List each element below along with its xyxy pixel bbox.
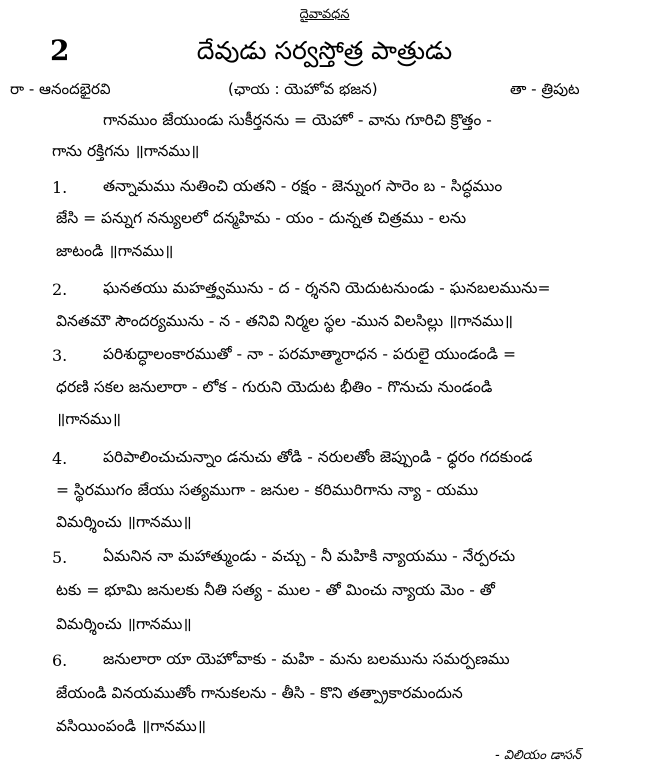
- tala-label: తా - త్రిపుట: [510, 80, 580, 98]
- verse-line: = స్థిరముగం జేయు సత్యముగా - జనుల - కరిమురిగాను న్యా - యము: [56, 481, 479, 499]
- raga-label: రా - ఆనందభైరవి: [10, 80, 111, 98]
- verse-line: పరిపాలించుచున్నాం డనుచు తోడి - నరులతోం జెప్పుండి - ధ్ధరం గదకుండ: [103, 448, 533, 466]
- verse-number: 2.: [52, 280, 68, 299]
- verse-number: 1.: [52, 178, 68, 197]
- verse-line: ఘనతయు మహత్త్వమును - ద - ర్శనని యెదుటనుండు - ఘనబలమును=: [103, 279, 551, 297]
- verse-line: విమర్శించు ॥గానము॥: [56, 615, 192, 633]
- verse-line: పరిశుద్ధాలంకారముతో - నా - పరమాత్మారాధన - పరులై యుండండి =: [103, 345, 516, 363]
- verse-number: 3.: [52, 346, 68, 365]
- verse-line: వసియింపండి ॥గానము॥: [56, 717, 206, 735]
- verse-line: తన్నామము నుతించి యతని - రక్షం - జెన్నుంగ సారెం బ - సిద్ధముం: [103, 177, 503, 195]
- verse-line: జేయండి వినయముతోం గానుకలను - తీసి - కొని తత్ప్రాకారమందున: [56, 684, 463, 702]
- verse-number: 6.: [52, 651, 68, 670]
- verse-line: విమర్శించు ॥గానము॥: [56, 513, 192, 531]
- hymn-title: దేవుడు సర్వస్తోత్ర పాత్రుడు: [196, 36, 453, 65]
- verse-line: ఏమనిన నా మహాత్ముండు - వచ్చు - నీ మహికి న్యాయము - నేర్పరచు: [103, 547, 516, 565]
- verse-line: ॥గానము॥: [56, 410, 122, 428]
- refrain-line: గానముం జేయుండు సుకీర్తనను = యెహో - వాను గూరిచి క్రొత్తం -: [103, 111, 492, 129]
- verse-line: జాటండి ॥గానము॥: [56, 242, 174, 260]
- refrain-line: గాను రక్తిగను ॥గానము॥: [52, 142, 200, 160]
- verse-line: జనులారా యా యెహోవాకు - మహి - మను బలమును సమర్పణము: [103, 650, 510, 668]
- verse-line: వినతమౌ సౌందర్యమును - న - తనివి నిర్మల స్థల -మున విలసిల్లు ॥గానము॥: [56, 312, 514, 330]
- verse-number: 5.: [52, 548, 68, 567]
- verse-line: టకు = భూమి జనులకు నీతి సత్య - ముల - తో మించు న్యాయ మెం - తో: [56, 581, 495, 599]
- verse-number: 4.: [52, 449, 68, 468]
- hymn-number: 2: [50, 34, 70, 67]
- author-credit: - విలియం డాసన్: [495, 748, 582, 763]
- section-label: దైవావధన: [299, 7, 350, 22]
- verse-line: జేసి = పన్నుగ నన్యులలో దన్మహిమ - యం - దున్నత చిత్రము - లను: [56, 209, 467, 227]
- verse-line: ధరణి సకల జనులారా - లోక - గురుని యెదుట భీతిం - గొనుచు నుండండి: [56, 378, 493, 396]
- tune-label: (ఛాయ : యెహోవ భజన): [228, 80, 378, 98]
